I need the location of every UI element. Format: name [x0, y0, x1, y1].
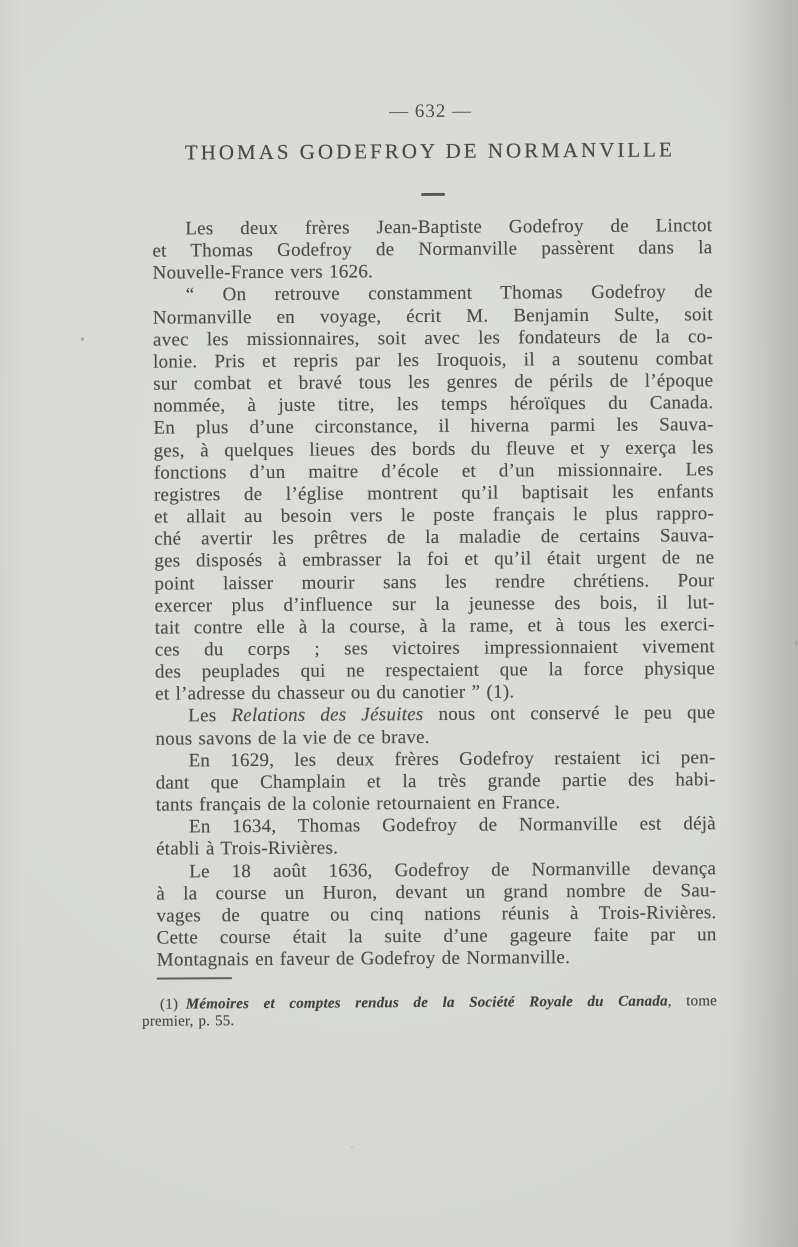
title-separator-dash — [421, 193, 445, 196]
paragraph — [156, 858, 717, 972]
page-title: THOMAS GODEFROY DE NORMANVILLE — [184, 137, 675, 165]
text-line: et allait au besoin vers le poste français le plus rappro- — [153, 503, 715, 528]
text-segment: , tome — [667, 993, 718, 1010]
paragraph — [155, 703, 715, 751]
text-line: établi à Trois-Rivières. — [156, 837, 339, 860]
scan-speck — [192, 144, 194, 146]
text-line: ges, à quelques lieues des bords du fleuve et y exerça les — [153, 436, 714, 462]
scan-speck — [81, 337, 84, 341]
text-line: fonctions d’un maitre d’école et d’un missionnaire. Les — [153, 458, 714, 484]
text-line: Les deux frères Jean-Baptiste Godefroy de Linctot — [185, 215, 713, 240]
scan-speck — [351, 1146, 353, 1148]
text-segment: nous ont conservé le peu que — [423, 702, 716, 726]
text-line: ces du corps ; ses victoires impressionnaient vivement — [154, 636, 715, 661]
text-line: Normanville en voyage, écrit M. Benjamin Sulte, soit — [152, 303, 713, 329]
paragraph — [153, 282, 716, 706]
text-line: Montagnais en faveur de Godefroy de Normanville. — [156, 947, 571, 971]
paragraph — [156, 813, 716, 861]
text-line: et Thomas Godefroy de Normanville passèrent dans la — [152, 237, 713, 262]
text-line: lonie. Pris et repris par les Iroquois, il a soutenu combat — [153, 348, 714, 373]
text-line: Cette course était la suite d’une gageure faite par un — [156, 924, 717, 949]
text-line: nous savons de la vie de ce brave. — [155, 726, 430, 750]
paragraph — [155, 747, 715, 817]
text-line: sur combat et bravé tous les genres de périls de l’époque — [153, 370, 714, 395]
footnote-separator-rule — [157, 977, 232, 979]
text-line: à la course un Huron, devant un grand nombre de Sau- — [156, 879, 717, 905]
text-line: premier, p. 55. — [142, 1012, 235, 1030]
text-line: Nouvelle-France vers 1626. — [152, 261, 374, 284]
text-line: dant que Champlain et la très grande partie des habi- — [155, 769, 716, 794]
text-segment: Les — [188, 705, 232, 727]
text-line: des peuplades qui ne respectaient que la force physique — [154, 658, 716, 683]
text-segment: (1) — [159, 996, 186, 1013]
text-line: tait contre elle à la course, à la rame, et à tous les exerci- — [154, 614, 715, 639]
text-line: nommée, à juste titre, les temps héroïques du Canada. — [153, 392, 714, 417]
body-text — [152, 215, 717, 972]
text-line: et l’adresse du chasseur ou du canotier ” (1). — [155, 681, 515, 705]
text-line: point laisser mourir sans les rendre chrétiens. Pour — [154, 569, 715, 595]
text-line: En 1629, les deux frères Godefroy restaient ici pen- — [188, 746, 716, 772]
text-line: En 1634, Thomas Godefroy de Normanville est déjà — [188, 813, 717, 838]
text-line: ché avertir les prêtres de la maladie de certains Sauva- — [154, 525, 715, 550]
text-line — [142, 993, 717, 1013]
text-line: registres de l’église montrent qu’il baptisait les enfants — [153, 481, 714, 506]
text-line: tants français de la colonie retournaient en France. — [155, 792, 561, 816]
text-line — [155, 703, 715, 729]
text-line: ges disposés à embrasser la foi et qu’il était urgent de ne — [154, 547, 715, 572]
text-line: avec les missionnaires, soit avec les fondateurs de la co- — [152, 325, 714, 351]
text-line: exercer plus d’influence sur la jeunesse des bois, il lut- — [154, 591, 715, 617]
text-line: En plus d’une circonstance, il hiverna parmi les Sauva- — [153, 414, 714, 440]
text-line: vages de quatre ou cinq nations réunis à Trois-Rivières. — [156, 902, 717, 927]
page-number: — 632 — — [389, 100, 473, 123]
emphasized-text: Mémoires et comptes rendus de la Société Royale du Canada — [185, 993, 668, 1013]
text-line: “ On retrouve constamment Thomas Godefroy de — [185, 281, 713, 306]
emphasized-text: Relations des Jésuites — [231, 704, 424, 727]
footnote — [142, 993, 717, 1030]
paragraph — [152, 215, 712, 285]
text-line: Le 18 août 1636, Godefroy de Normanville devança — [189, 857, 717, 882]
